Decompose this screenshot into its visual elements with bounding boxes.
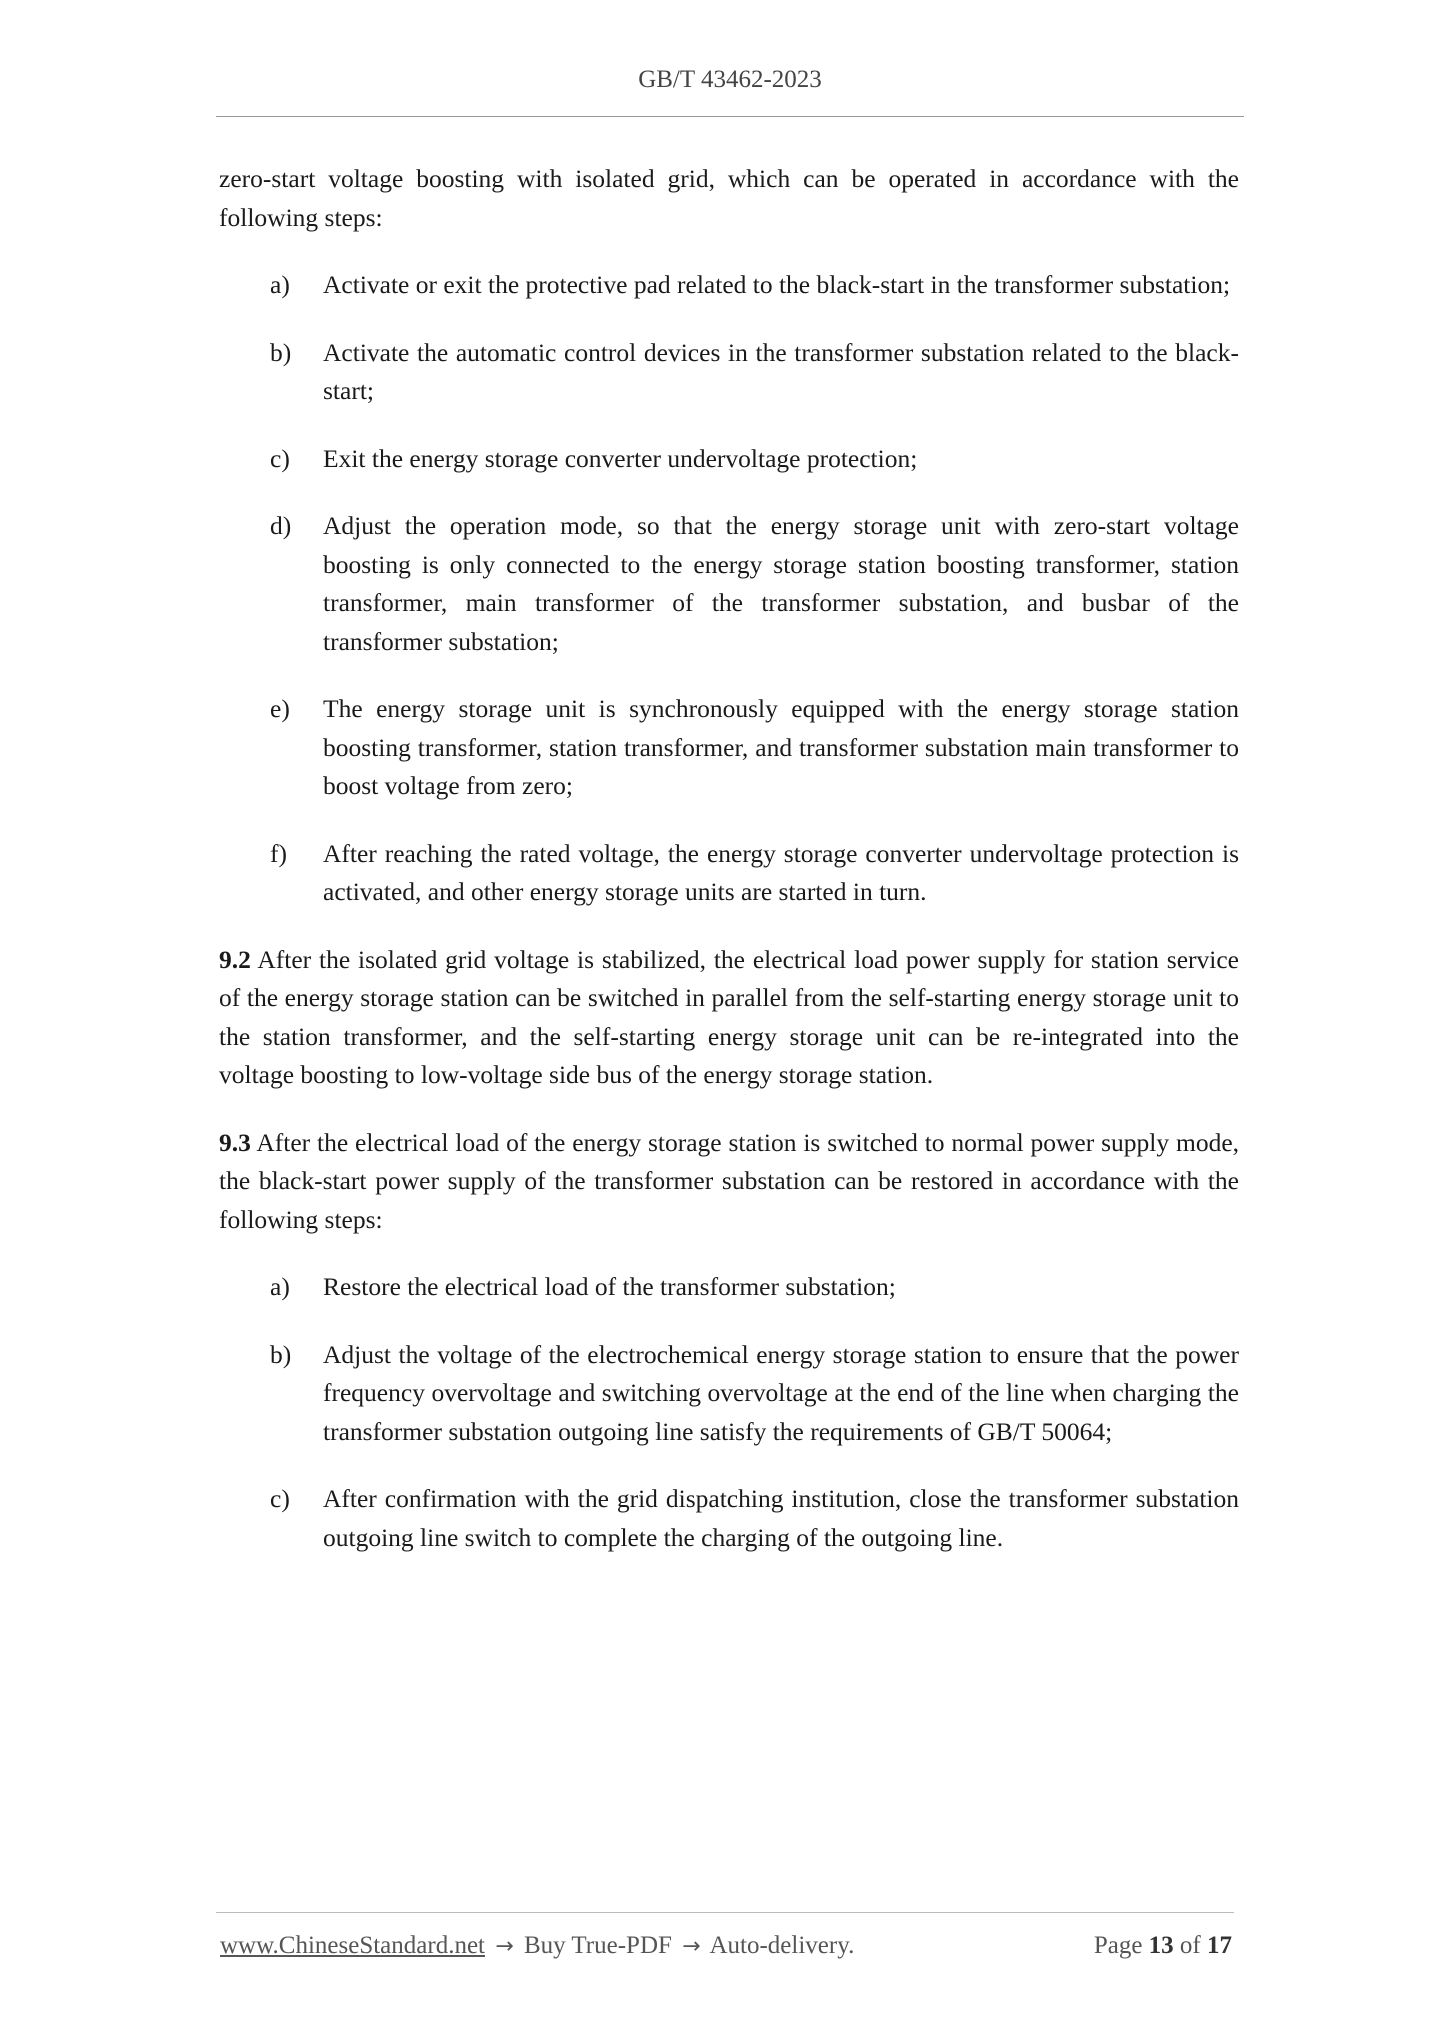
- of-label: of: [1179, 1932, 1201, 1959]
- step-text: The energy storage unit is synchronously equipped with the energy storage station boosting transformer, station transformer, and transformer substation main transformer to boost voltage from zero;: [323, 694, 1239, 800]
- intro-paragraph: zero-start voltage boosting with isolated grid, which can be operated in accordance with the following steps:: [219, 164, 1239, 232]
- step-text: Exit the energy storage converter undervoltage protection;: [323, 443, 918, 473]
- step-marker: a): [270, 1272, 290, 1301]
- step-text: Adjust the operation mode, so that the energy storage unit with zero-start voltage boosting is only connected to the energy storage station boosting transformer, station transformer, main transformer of the transformer substation, and busbar of the transformer substation;: [323, 511, 1239, 656]
- step-c: [219, 1480, 1239, 1557]
- auto-delivery-text: Auto-delivery.: [709, 1932, 855, 1959]
- step-text: Restore the electrical load of the transformer substation;: [323, 1272, 896, 1301]
- page-number: [1094, 1932, 1232, 1960]
- step-marker: c): [270, 1484, 290, 1513]
- step-marker: b): [270, 337, 292, 367]
- step-text: Activate the automatic control devices in the transformer substation related to the black-start;: [323, 337, 1239, 405]
- buy-true-pdf-text: Buy True-PDF: [523, 1932, 672, 1959]
- step-f: [219, 835, 1239, 912]
- step-text: Activate or exit the protective pad related to the black-start in the transformer substation;: [323, 270, 1231, 299]
- step-b: [219, 1336, 1239, 1452]
- step-text: After confirmation with the grid dispatching institution, close the transformer substation outgoing line switch to complete the charging of the outgoing line.: [323, 1484, 1239, 1552]
- step-text: After reaching the rated voltage, the energy storage converter undervoltage protection is activated, and other energy storage units are started in turn.: [323, 838, 1239, 906]
- clause-number: 9.3: [219, 1127, 251, 1157]
- arrow-right-icon: →: [682, 1934, 701, 1959]
- page-header-title: GB/T 43462-2023: [638, 66, 822, 93]
- arrow-right-icon: →: [495, 1934, 514, 1959]
- step-marker: d): [270, 511, 292, 540]
- step-e: [219, 690, 1239, 806]
- step-marker: f): [270, 838, 287, 868]
- page-current: 13: [1148, 1932, 1174, 1959]
- step-text: Adjust the voltage of the electrochemical energy storage station to ensure that the power frequency overvoltage and switching overvoltage at the end of the line when charging the transformer substation outgoing line satisfy the requirements of GB/T 50064;: [323, 1339, 1239, 1446]
- step-c: [219, 440, 1239, 479]
- clause-number: 9.2: [219, 944, 251, 974]
- footer-divider: [216, 1912, 1234, 1913]
- step-marker: a): [270, 270, 290, 299]
- clause-9-3: [219, 1124, 1239, 1240]
- step-marker: c): [270, 443, 290, 473]
- header-divider: [216, 116, 1244, 117]
- clause-text: After the isolated grid voltage is stabilized, the electrical load power supply for station service of the energy storage station can be switched in parallel from the self-starting energy storage unit to the station transformer, and the self-starting energy storage unit can be re-integrated into the voltage boosting to low-voltage side bus of the energy storage station.: [219, 944, 1239, 1089]
- page-label: Page: [1093, 1932, 1143, 1959]
- document-body: [219, 160, 1239, 1586]
- step-a: [219, 1268, 1239, 1307]
- clause-text: After the electrical load of the energy storage station is switched to normal power supply mode, the black-start power supply of the transformer substation can be restored in accordance with the following steps:: [219, 1127, 1240, 1234]
- step-d: [219, 507, 1239, 661]
- page-total: 17: [1207, 1932, 1232, 1959]
- step-marker: b): [270, 1339, 292, 1369]
- clause-9-2: [219, 941, 1239, 1095]
- step-marker: e): [270, 694, 290, 723]
- step-b: [219, 334, 1239, 411]
- website-link[interactable]: www.ChineseStandard.net: [220, 1932, 485, 1959]
- step-a: [219, 266, 1239, 305]
- page-footer: [220, 1932, 1232, 1960]
